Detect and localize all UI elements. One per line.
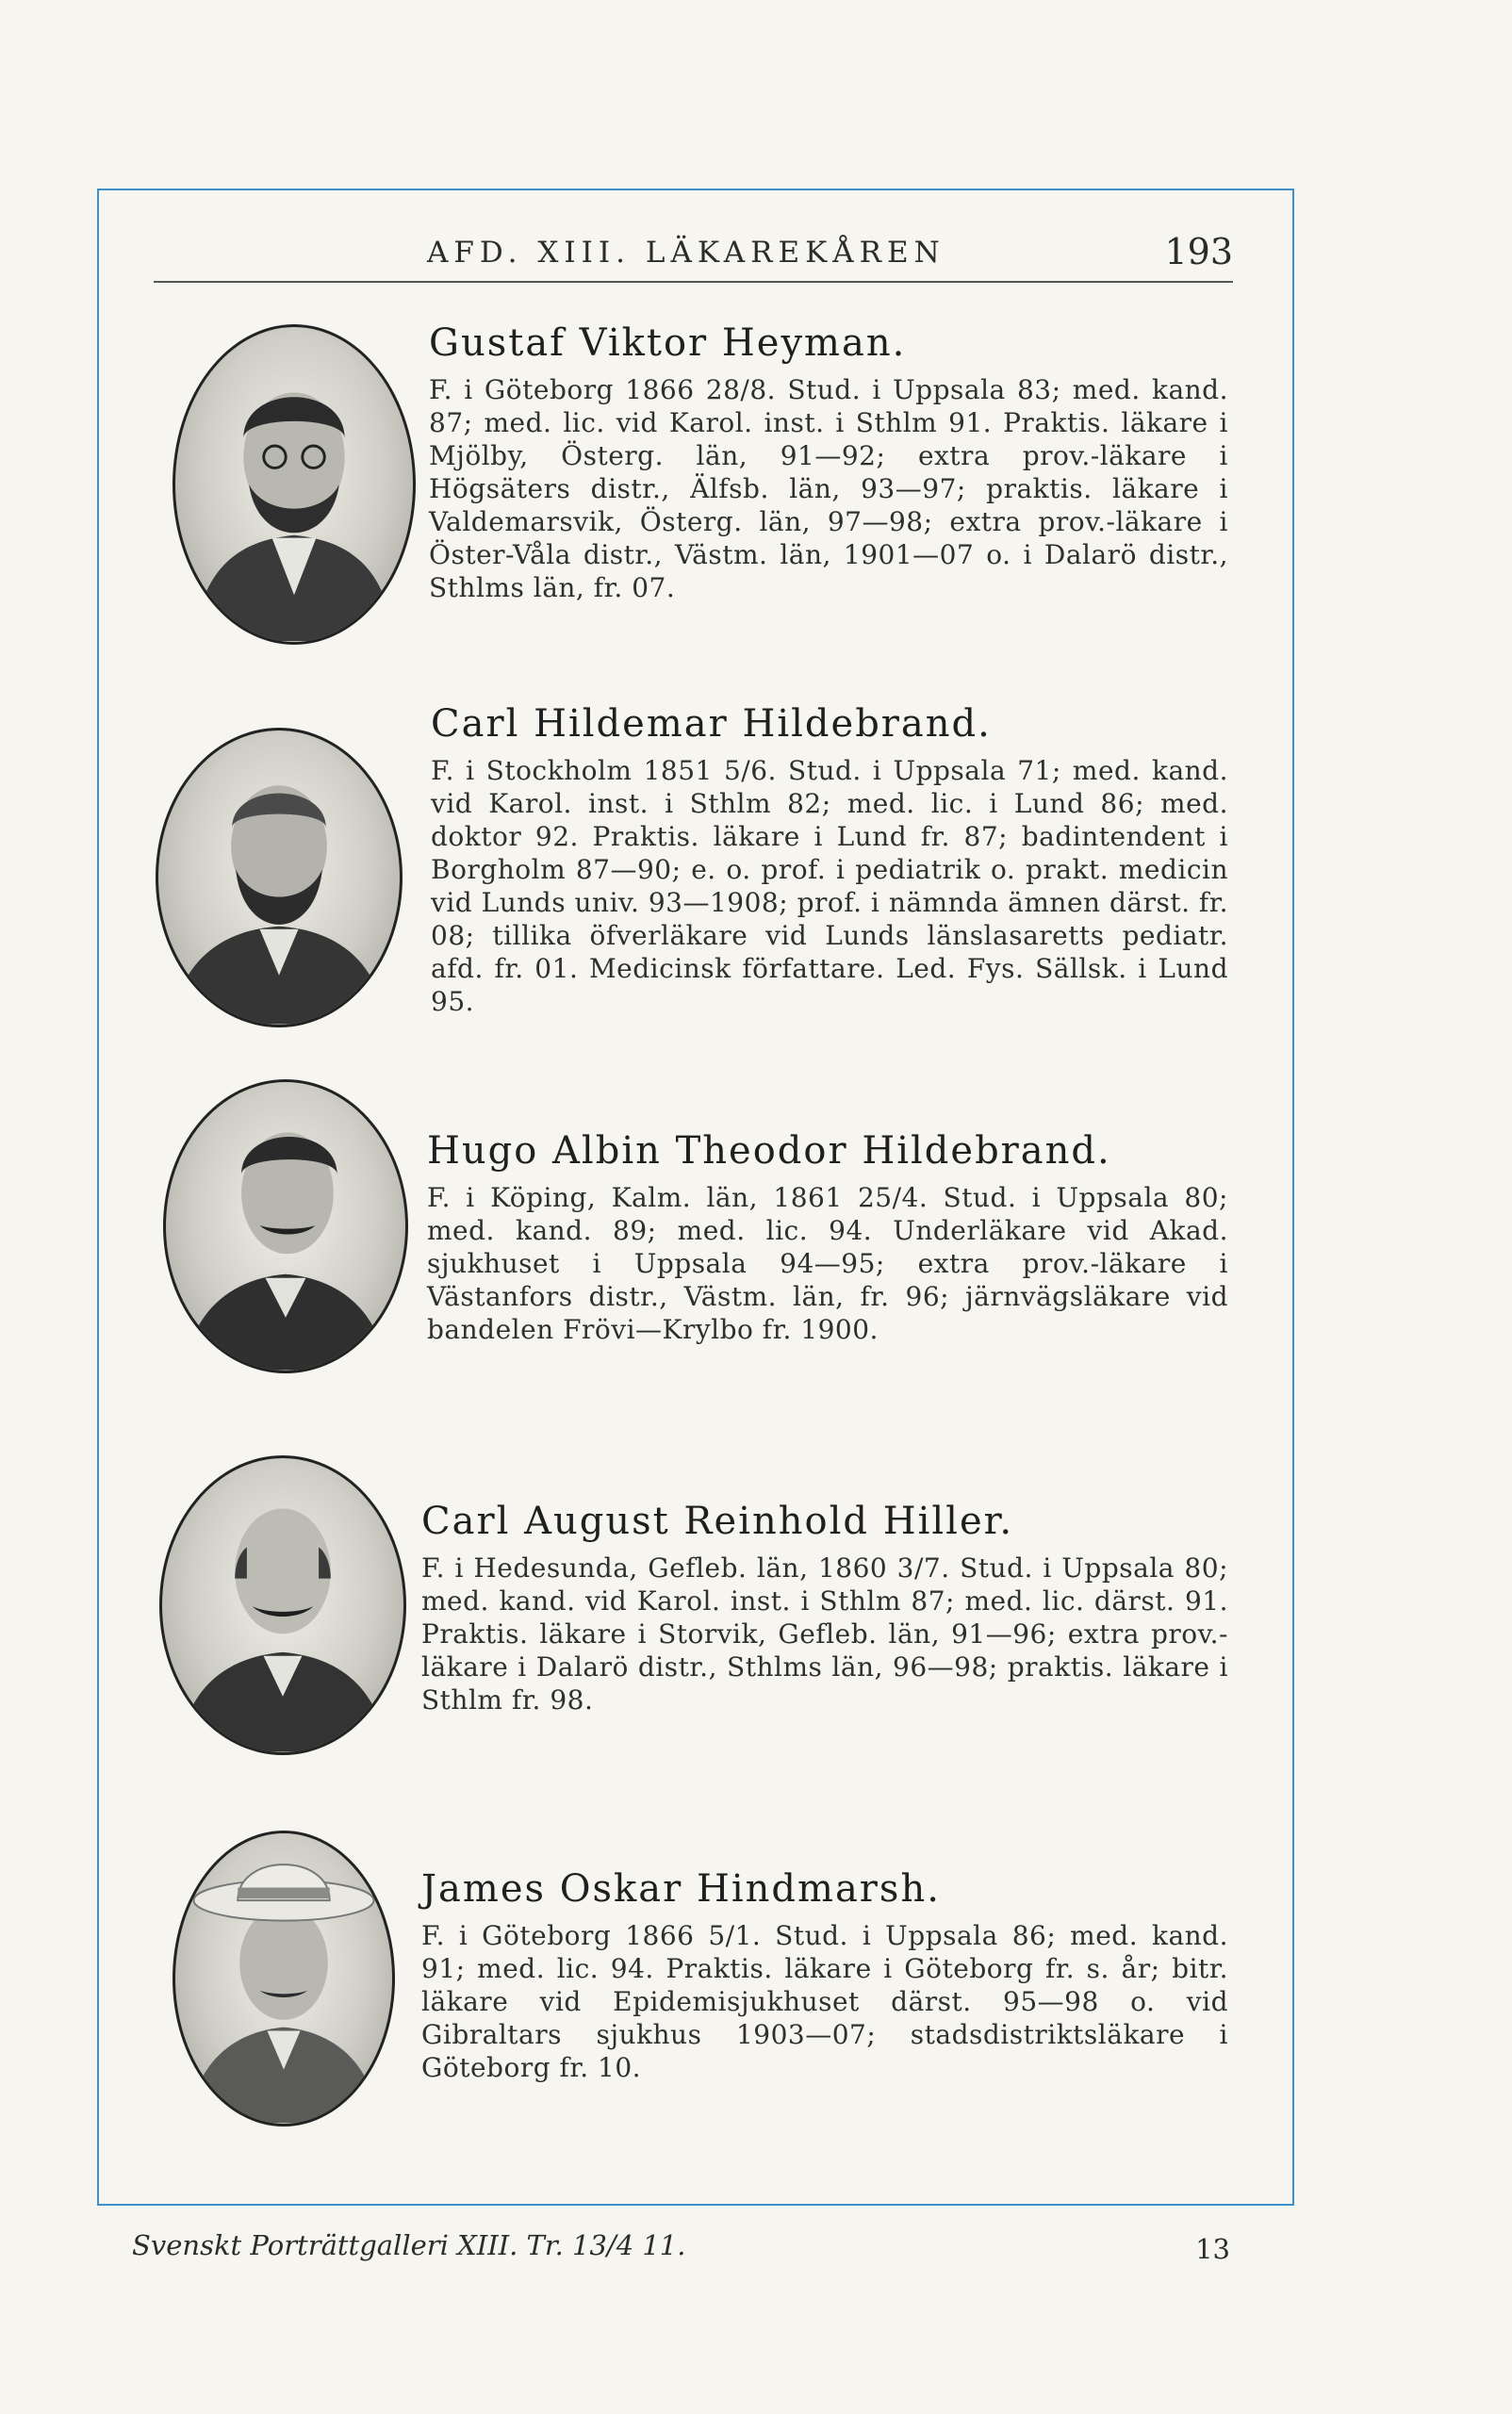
publication-imprint: Svenskt Porträttgalleri XIII. Tr. 13/4 11. [132, 2229, 686, 2261]
portrait-photo [173, 1831, 395, 2127]
person-biography: F. i Stockholm 1851 5/6. Stud. i Uppsala 71; med. kand. vid Karol. inst. i Sthlm 82; med. lic. i Lund 86; med. doktor 92. Praktis. läkare i Lund fr. 87; badintendent i Borgholm 87—90; e. o. prof. i pediatrik o. prakt. medicin vid Lunds univ. 93—1908; prof. i nämnda ämnen därst. fr. 08; tillika öfverläkare vid Lunds länslasaretts pediatr. afd. fr. 01. Medicinsk författare. Led. Fys. Sällsk. i Lund 95. [431, 755, 1228, 1017]
entry-hiller [154, 1497, 1233, 1836]
running-header [154, 226, 1233, 283]
entry-heyman [154, 319, 1233, 658]
entry-text [431, 699, 1228, 1018]
portrait-bearded-man-glasses-icon [175, 327, 413, 642]
person-biography: F. i Köping, Kalm. län, 1861 25/4. Stud. i Uppsala 80; med. kand. 89; med. lic. 94. Underläkare vid Akad. sjukhuset i Uppsala 94—95; extra prov.-läkare i Västanfors distr., Västm. län, fr. 96; järnvägsläkare vid bandelen Frövi—Krylbo fr. 1900. [427, 1182, 1228, 1345]
person-name: James Oskar Hindmarsh. [421, 1867, 941, 1911]
person-name: Hugo Albin Theodor Hildebrand. [427, 1129, 1111, 1173]
portrait-photo [163, 1079, 408, 1373]
entry-text [421, 1864, 1228, 2084]
entry-hildebrand-carl [154, 699, 1233, 1039]
person-biography: F. i Göteborg 1866 5/1. Stud. i Uppsala 86; med. kand. 91; med. lic. 94. Praktis. läkare i Göteborg fr. s. år; bitr. läkare vid Epidemisjukhuset därst. 95—98 o. vid Gibraltars sjukhus 1903—07; stadsdistriktsläkare i Göteborg fr. 10. [421, 1920, 1228, 2083]
person-biography: F. i Göteborg 1866 28/8. Stud. i Uppsala 83; med. kand. 87; med. lic. vid Karol. inst. i Sthlm 91. Praktis. läkare i Mjölby, Österg. län, 91—92; extra prov.-läkare i Högsäters distr., Älfsb. län, 93—97; praktis. läkare i Valdemarsvik, Österg. län, 97—98; extra prov.-läkare i Öster-Våla distr., Västm. län, 1901—07 o. i Dalarö distr., Sthlms län, fr. 07. [429, 374, 1228, 603]
page-number: 193 [1164, 231, 1233, 272]
portrait-mustached-man-profile-icon [166, 1082, 405, 1371]
person-name: Carl Hildemar Hildebrand. [431, 702, 992, 746]
entry-text [427, 1126, 1228, 1346]
entry-text [421, 1497, 1228, 1716]
person-name: Carl August Reinhold Hiller. [421, 1500, 1014, 1543]
portrait-bald-mustached-man-icon [162, 1458, 403, 1752]
signature-mark: 13 [1195, 2233, 1230, 2265]
entry-hildebrand-hugo [154, 1126, 1233, 1447]
portrait-photo [159, 1455, 406, 1755]
portrait-bearded-man-icon [158, 731, 400, 1025]
page-footer [132, 2229, 1230, 2276]
portrait-man-with-hat-icon [175, 1833, 392, 2124]
entry-text [429, 319, 1228, 604]
entry-hindmarsh [154, 1864, 1233, 2166]
person-name: Gustaf Viktor Heyman. [429, 321, 907, 365]
person-biography: F. i Hedesunda, Gefleb. län, 1860 3/7. Stud. i Uppsala 80; med. kand. vid Karol. inst. i Sthlm 87; med. lic. därst. 91. Praktis. läkare i Storvik, Gefleb. län, 91—96; extra prov.-läkare i Dalarö distr., Sthlms län, 96—98; praktis. läkare i Sthlm fr. 98. [421, 1552, 1228, 1716]
portrait-photo [173, 324, 416, 645]
section-title: AFD. XIII. LÄKAREKÅREN [427, 236, 945, 270]
portrait-photo [156, 728, 403, 1027]
